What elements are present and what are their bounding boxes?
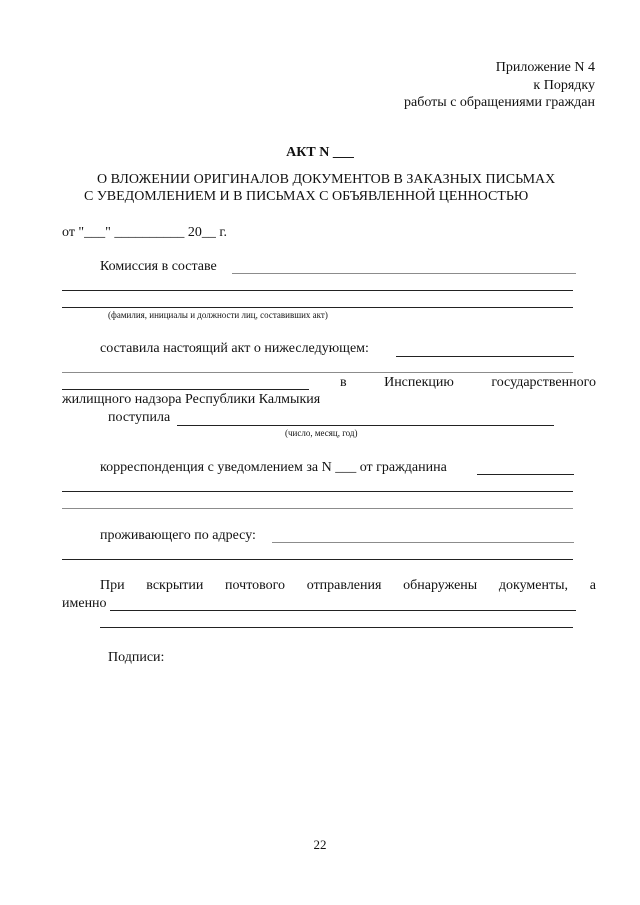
opening-sentence (100, 578, 596, 594)
opening-word-7: а (589, 578, 596, 593)
namely-line (110, 610, 576, 611)
compiled-line-2 (62, 372, 573, 373)
correspondence-label: корреспонденция с уведомлением за N ___ от гражданина (100, 460, 447, 475)
inspection-word-1: в (340, 375, 347, 390)
opening-word-4: отправления (306, 578, 382, 593)
opening-word-6: документы, (498, 578, 569, 593)
opening-word-2: вскрытии (146, 578, 204, 593)
compiled-label: составила настоящий акт о нижеследующем: (100, 341, 369, 356)
commission-line-1 (232, 273, 576, 274)
address-line (272, 542, 574, 543)
inspection-word-2: Инспекцию (384, 375, 454, 390)
correspondence-line-2 (62, 491, 573, 492)
date-line: от "___" __________ 20__ г. (62, 225, 228, 240)
commission-caption: (фамилия, инициалы и должности лиц, составивших акт) (108, 310, 328, 320)
opening-word-1: При (100, 578, 125, 593)
signatures-label: Подписи: (108, 650, 165, 665)
commission-label: Комиссия в составе (100, 259, 217, 274)
inspection-word-3: государственного (491, 375, 596, 390)
appendix-order: к Порядку (533, 78, 595, 93)
address-line-2 (62, 559, 573, 560)
act-subtitle-line2: С УВЕДОМЛЕНИЕМ И В ПИСЬМАХ С ОБЪЯВЛЕННОЙ ЦЕННОСТЬЮ (84, 189, 529, 204)
act-title: АКТ N ___ (286, 145, 354, 160)
received-label: поступила (108, 410, 171, 425)
commission-line-2 (62, 290, 573, 291)
namely-label: именно (62, 596, 107, 611)
opening-word-3: почтового (225, 578, 286, 593)
correspondence-line (477, 474, 574, 475)
inspection-line-2: жилищного надзора Республики Калмыкия (62, 392, 321, 407)
appendix-number: Приложение N 4 (495, 60, 595, 75)
address-label: проживающего по адресу: (100, 528, 256, 543)
namely-line-2 (100, 627, 573, 628)
compiled-line (396, 356, 574, 357)
received-line (177, 425, 554, 426)
opening-word-5: обнаружены (403, 578, 478, 593)
commission-line-3 (62, 307, 573, 308)
inspection-words (340, 375, 596, 391)
inspection-blank (62, 389, 309, 390)
appendix-subject: работы с обращениями граждан (404, 95, 595, 110)
date-caption: (число, месяц, год) (285, 428, 358, 438)
correspondence-line-3 (62, 508, 573, 509)
page-number: 22 (313, 837, 327, 852)
act-subtitle-line1: О ВЛОЖЕНИИ ОРИГИНАЛОВ ДОКУМЕНТОВ В ЗАКАЗНЫХ ПИСЬМАХ (97, 172, 556, 187)
